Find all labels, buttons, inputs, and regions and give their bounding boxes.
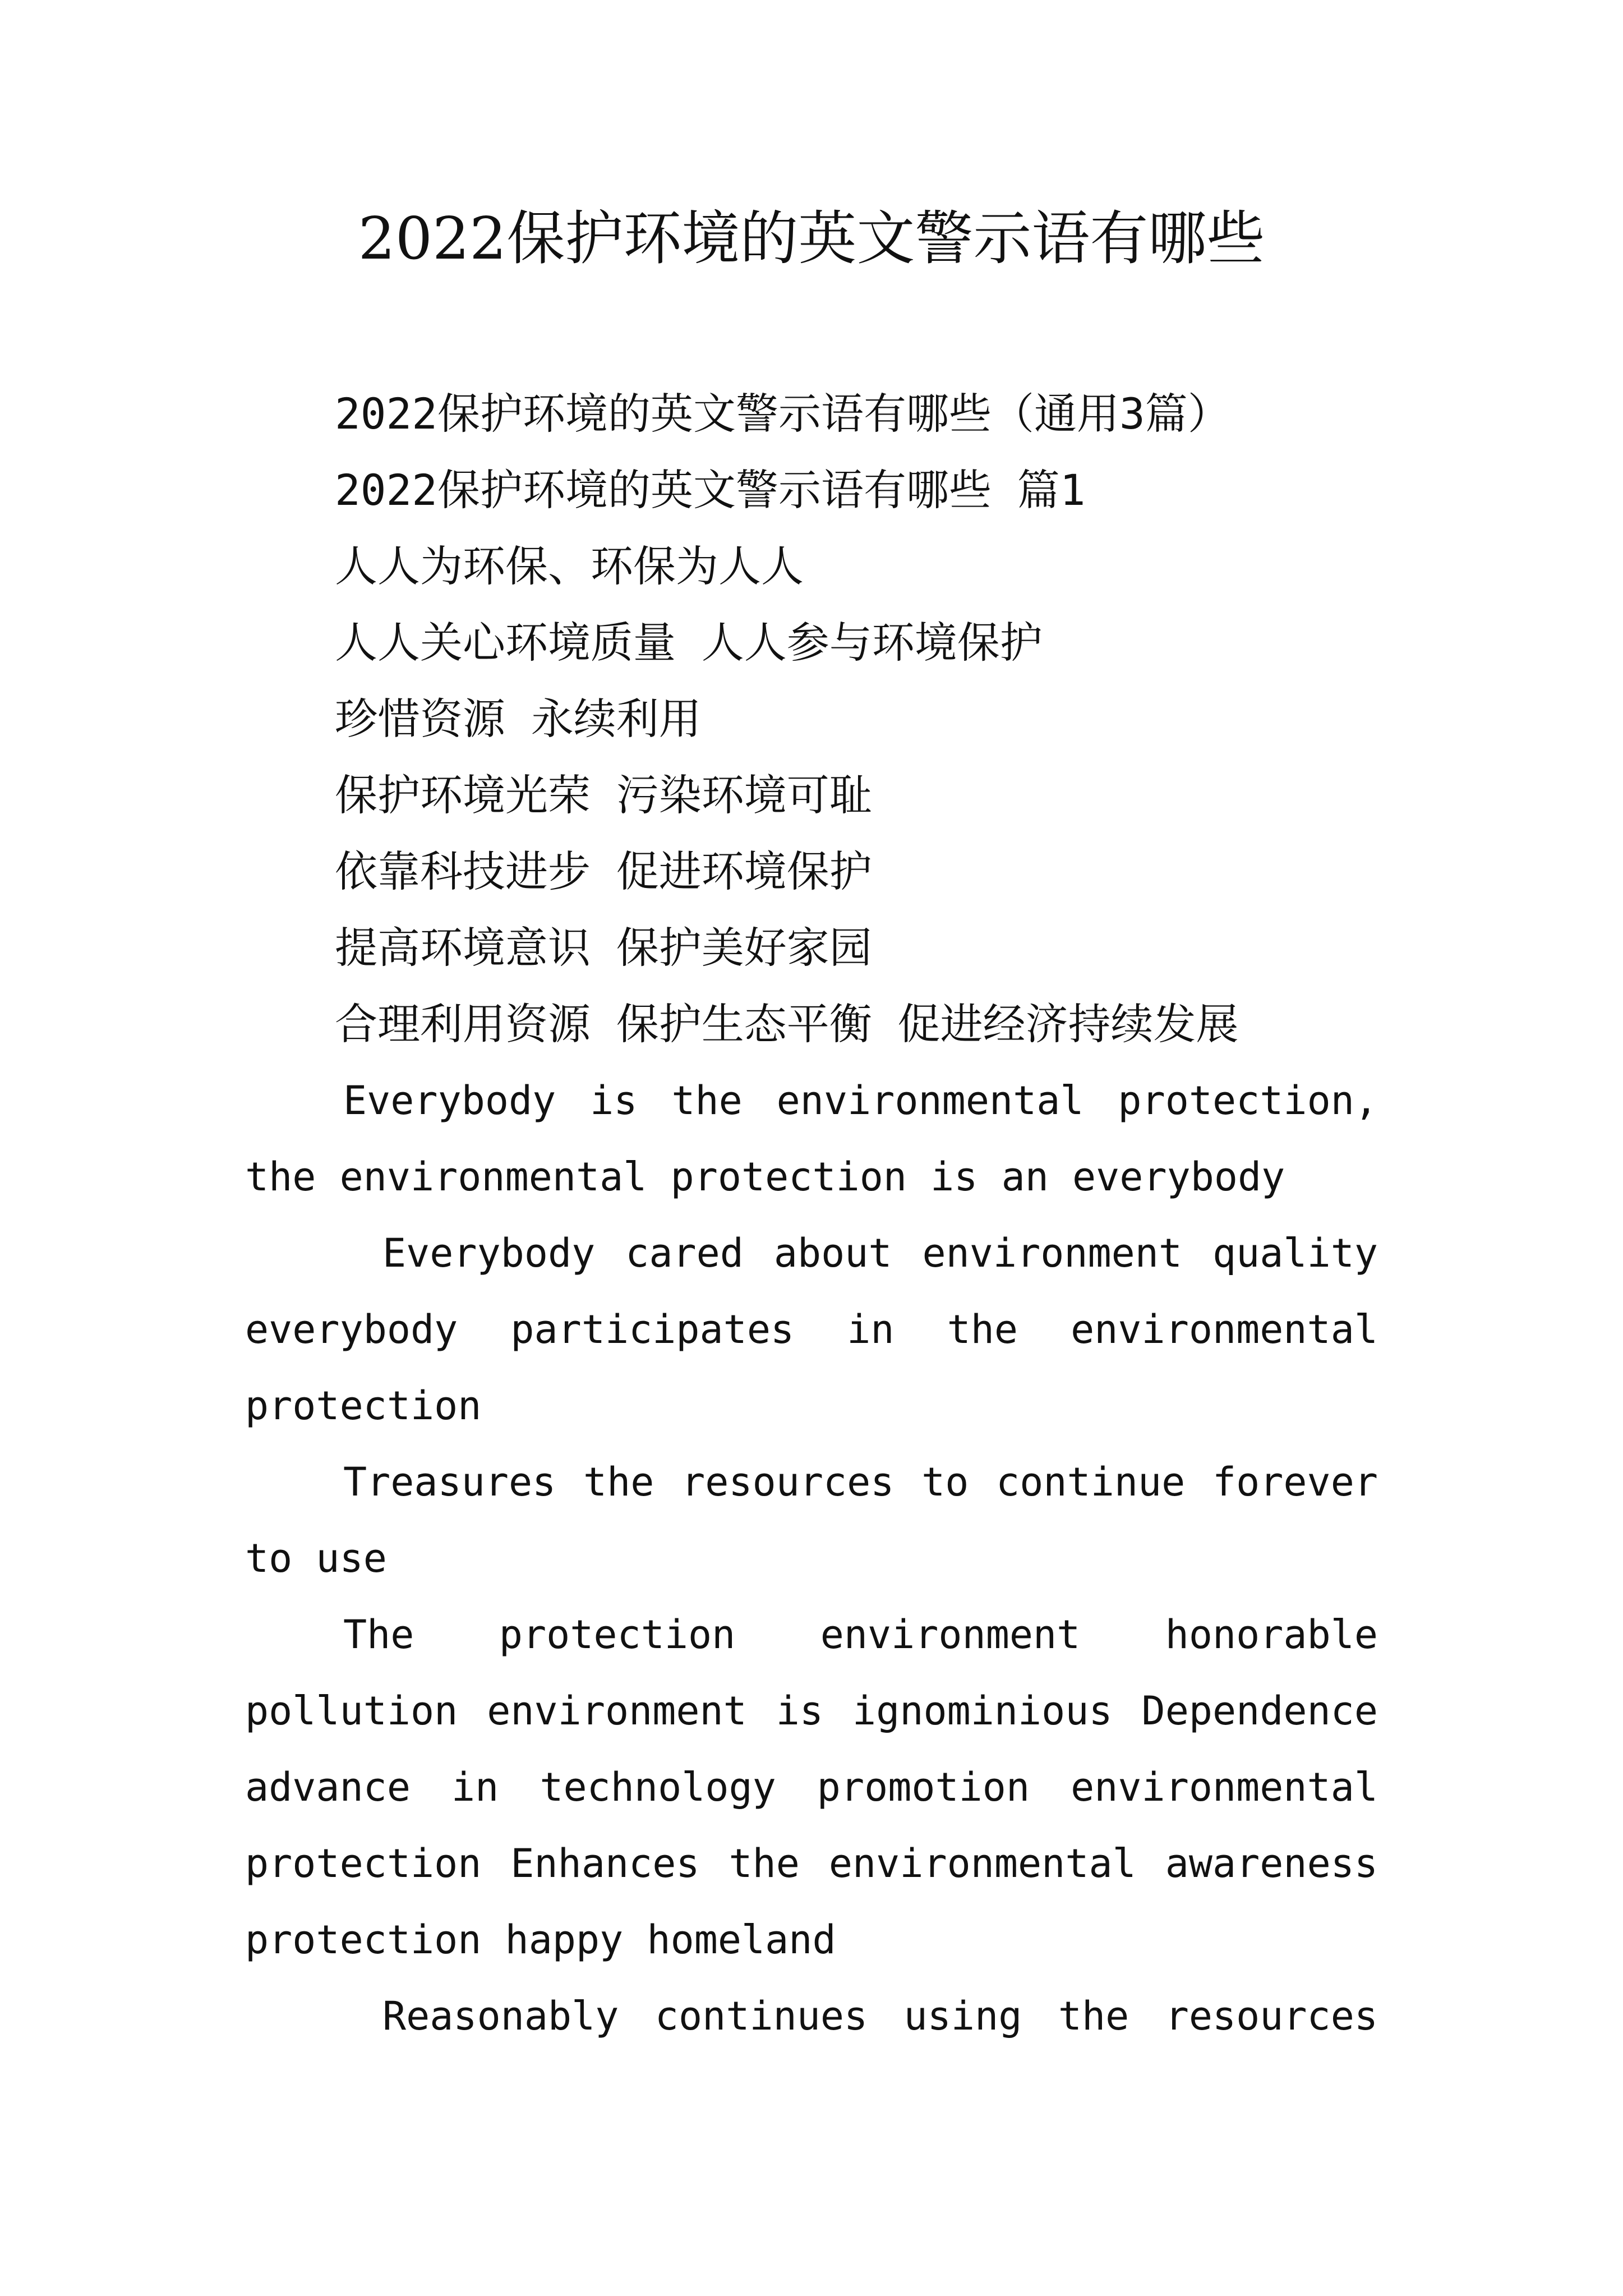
slogan-cn: 珍惜资源 永续利用 (335, 694, 702, 744)
document-title: 2022保护环境的英文警示语有哪些 (358, 204, 1265, 273)
paragraph-en: Everybody is the environmental protection, the environmental protection is an everybody (245, 1078, 1378, 1200)
paragraph-en: The protection environment honorable pollution environment is ignominious Dependence advance in technology promotion environmental protection Enhances the environmental awareness protection happy homeland (245, 1612, 1378, 1963)
slogan-cn: 依靠科技进步 促进环境保护 (335, 846, 872, 896)
paragraph-en: Reasonably continues using the resources (382, 1993, 1378, 2039)
slogan-cn: 人人关心环境质量 人人参与环境保护 (335, 618, 1043, 668)
slogan-cn: 人人为环保、环保为人人 (335, 541, 804, 591)
section-heading: 2022保护环境的英文警示语有哪些 篇1 (335, 465, 1086, 515)
document-subtitle: 2022保护环境的英文警示语有哪些（通用3篇） (335, 389, 1230, 439)
paragraph-en: Everybody cared about environment quality everybody participates in the environmental protection (245, 1230, 1378, 1429)
paragraph-en: Treasures the resources to continue forever to use (245, 1459, 1378, 1581)
slogan-cn: 保护环境光荣 污染环境可耻 (335, 770, 872, 820)
slogan-cn: 合理利用资源 保护生态平衡 促进经济持续发展 (335, 999, 1239, 1049)
slogan-cn: 提高环境意识 保护美好家园 (335, 923, 872, 973)
document-body (245, 376, 1378, 2054)
